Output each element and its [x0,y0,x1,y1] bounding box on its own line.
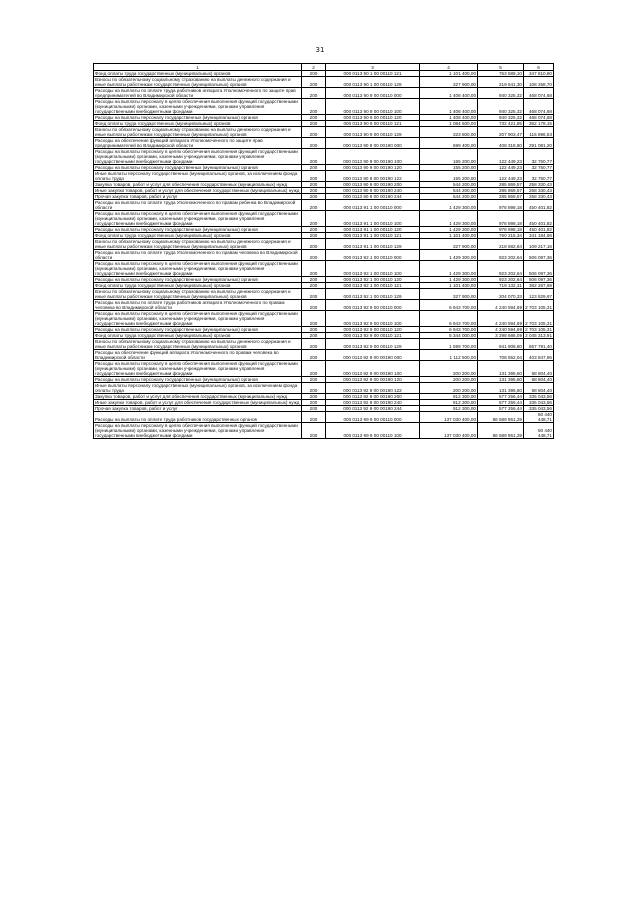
unexecuted-amount: 108 258,70 [524,77,554,88]
executed-amount: 978 898,18 [478,211,524,227]
executed-amount: 941 908,60 [478,339,524,350]
unexecuted-amount: 32 750,77 [524,165,554,171]
approved-amount: 1 429 300,00 [420,261,478,277]
budget-classification-code: 000 0113 90 9 00 00190 244 [326,194,420,200]
unexecuted-amount: 68 804,40 [524,361,554,377]
approved-amount: 155 200,00 [420,171,478,182]
budget-classification-code: 000 0113 92 9 00 00110 121 [326,333,420,339]
line-code: 200 [302,211,326,227]
budget-classification-code: 000 0113 92 1 00 00110 121 [326,283,420,289]
row-description: Расходы на обеспечение функций аппарата Уполномоченного по правам человека во Владимирской области [94,350,302,361]
budget-classification-code: 000 0113 92 1 00 00110 120 [326,277,420,283]
executed-amount: 218 682,84 [478,239,524,250]
row-description: Расходы на выплаты персоналу в целях обеспечения выполнения функций государственными (муниципальными) органами, казенными учреждениями, органами управления государственными внебюджетными фондами [94,211,302,227]
executed-amount: 923 202,64 [478,277,524,283]
table-row [94,361,554,377]
unexecuted-amount: 468 074,68 [524,88,554,99]
approved-amount: 200 200,00 [420,383,478,394]
approved-amount: 327 900,00 [420,77,478,88]
table-row [94,200,554,211]
approved-amount: 327 900,00 [420,289,478,300]
executed-amount: 207 903,47 [478,127,524,138]
row-description: Прочая закупка товаров, работ и услуг [94,406,302,412]
line-code: 200 [302,233,326,239]
executed-amount: 923 202,64 [478,261,524,277]
table-row [94,412,554,423]
approved-amount: 912 300,00 [420,406,478,412]
line-code: 200 [302,227,326,233]
approved-amount: 137 030 400,00 [420,423,478,439]
row-description: Расходы на выплаты по оплате труда работников государственных органов [94,412,302,423]
row-description: Закупка товаров, работ и услуг для обеспечения государственных (муниципальных) нужд [94,182,302,188]
budget-classification-code: 000 0113 92 1 00 00110 100 [326,261,420,277]
budget-classification-code: 000 0113 90 9 00 00190 120 [326,165,420,171]
budget-classification-code: 000 0113 90 9 00 00190 100 [326,149,420,165]
budget-classification-code: 000 0113 90 9 00 00190 200 [326,182,420,188]
approved-amount: 1 599 700,00 [420,339,478,350]
executed-amount: 285 869,57 [478,182,524,188]
line-code: 200 [302,394,326,400]
unexecuted-amount: 258 330,43 [524,188,554,194]
row-description: Взносы по обязательному социальному страхованию на выплаты денежного содержания и иные выплаты работникам государственных (муниципальных) органов [94,77,302,88]
row-description: Расходы на выплаты персоналу в целях обеспечения выполнения функций государственными (муниципальными) органами, казенными учреждениями, органами управления государственными внебюджетными фондами [94,261,302,277]
executed-amount: 577 256,44 [478,406,524,412]
table-row [94,383,554,394]
budget-classification-code: 000 0113 91 1 00 00110 120 [326,227,420,233]
row-description: Расходы на выплаты персоналу государственных (муниципальных) органов [94,115,302,121]
table-row [94,211,554,227]
budget-classification-code: 000 0113 91 1 00 00110 000 [326,200,420,211]
unexecuted-amount: 291 081,20 [524,138,554,149]
line-code: 200 [302,165,326,171]
unexecuted-amount: 50 440 448,71 [524,412,554,423]
budget-classification-code: 000 0113 92 9 00 00110 100 [326,311,420,327]
executed-amount: 122 449,23 [478,149,524,165]
budget-execution-table [93,63,554,439]
line-code: 200 [302,127,326,138]
line-code: 200 [302,182,326,188]
unexecuted-amount: 50 440 448,71 [524,423,554,439]
executed-amount: 760 215,34 [478,233,524,239]
column-number: 2 [302,64,326,71]
unexecuted-amount: 450 401,82 [524,211,554,227]
unexecuted-amount: 258 330,43 [524,194,554,200]
unexecuted-amount: 2 703 105,31 [525,327,552,332]
budget-classification-code: 000 0113 90 9 00 00110 129 [326,127,420,138]
approved-amount: 1 429 300,00 [420,211,478,227]
executed-amount: 940 325,32 [478,88,524,99]
table-row [94,339,554,350]
approved-amount: 1 429 300,00 [420,227,478,233]
executed-amount: 923 202,64 [478,250,524,261]
line-code: 200 [302,283,326,289]
executed-amount: 4 240 594,69 [478,327,524,333]
unexecuted-amount: 109 217,16 [524,239,554,250]
line-code: 200 [302,88,326,99]
row-description: Расходы на выплаты персоналу в целях обеспечения выполнения функций государственными (муниципальными) органами, казенными учреждениями, органами управления государственными внебюджетными фондами [94,423,302,439]
row-description: Закупка товаров, работ и услуг для обеспечения государственных (муниципальных) нужд [94,394,302,400]
executed-amount: 122 449,23 [478,165,524,171]
line-code: 200 [302,327,326,333]
executed-amount: 3 298 686,09 [478,333,524,339]
budget-classification-code: 000 0113 92 9 00 00190 122 [326,383,420,394]
approved-amount: 544 200,00 [420,182,478,188]
row-description: Иные закупки товаров, работ и услуг для обеспечения государственных (муниципальных) нужд [94,400,302,406]
unexecuted-amount: 657 791,40 [524,339,554,350]
unexecuted-amount: 382 267,69 [524,283,554,289]
budget-classification-code: 000 0113 92 9 00 00190 100 [326,361,420,377]
approved-amount: 1 101 400,00 [420,283,478,289]
budget-classification-code: 000 0113 92 9 00 00110 129 [326,339,420,350]
executed-amount: 732 421,85 [478,121,524,127]
unexecuted-amount: 2 703 105,31 [524,311,554,327]
approved-amount: 155 200,00 [420,165,478,171]
row-description: Расходы на обеспечение функций аппарата Уполномоченного по защите прав предпринимателей во Владимирской области [94,138,302,149]
row-description: Расходы на выплаты персоналу в целях обеспечения выполнения функций государственными (муниципальными) органами, казенными учреждениями, органами управления государственными внебюджетными фондами [94,99,302,115]
approved-amount: 6 943 700,00 [420,311,478,327]
budget-classification-code: 000 0113 91 1 00 00110 100 [326,211,420,227]
unexecuted-amount: 403 847,96 [524,350,554,361]
row-description: Взносы по обязательному социальному страхованию на выплаты денежного содержания и иные выплаты работникам государственных (муниципальных) органов [94,339,302,350]
approved-amount: 699 400,00 [420,138,478,149]
budget-classification-code: 000 0113 92 1 00 00110 129 [326,289,420,300]
column-number: 1 [94,64,302,71]
executed-amount: 719 132,31 [478,283,524,289]
line-code: 200 [302,194,326,200]
approved-amount: 1 429 300,00 [420,250,478,261]
unexecuted-amount: 2 045 313,91 [525,333,552,338]
approved-amount: 1 101 400,00 [420,71,478,77]
executed-amount: 408 318,80 [478,138,524,149]
budget-classification-code: 000 0113 91 1 00 00110 121 [326,233,420,239]
executed-amount: 131 395,60 [478,377,524,383]
line-code: 200 [302,350,326,361]
table-row [94,261,554,277]
line-code: 200 [302,339,326,350]
line-code: 200 [302,188,326,194]
approved-amount: 6 943 700,00 [420,300,478,311]
line-code: 200 [302,115,326,121]
line-code: 200 [302,138,326,149]
unexecuted-amount: 123 829,67 [524,289,554,300]
executed-amount: 940 325,32 [478,115,524,121]
row-description: Иные выплаты персоналу государственных (муниципальных) органов, за исключением фонда оплаты труда [94,383,302,394]
approved-amount: 912 300,00 [420,400,478,406]
row-description: Иные закупки товаров, работ и услуг для обеспечения государственных (муниципальных) нужд [94,188,302,194]
approved-amount: 137 030 400,00 [420,412,478,423]
column-number: 4 [420,64,478,71]
executed-amount: 285 869,57 [478,194,524,200]
column-number: 6 [524,64,554,71]
unexecuted-amount: 68 804,40 [524,383,554,394]
row-description: Фонд оплаты труда государственных (муниципальных) органов [94,333,302,339]
budget-classification-code: 000 0113 92 9 00 00190 200 [326,394,420,400]
executed-amount: 978 898,18 [478,227,524,233]
budget-classification-code: 000 0113 92 9 00 00190 240 [326,400,420,406]
row-description: Расходы на выплаты персоналу в целях обеспечения выполнения функций государственными (муниципальными) органами, казенными учреждениями, органами управления государственными внебюджетными фондами [94,311,302,327]
table-body [94,71,554,439]
table-row [94,88,554,99]
executed-amount: 753 589,10 [478,71,524,77]
approved-amount: 1 408 400,00 [420,115,478,121]
unexecuted-amount: 506 097,36 [524,250,554,261]
approved-amount: 1 101 400,00 [420,233,478,239]
row-description: Взносы по обязательному социальному страхованию на выплаты денежного содержания и иные выплаты работникам государственных (муниципальных) органов [94,127,302,138]
unexecuted-amount: 450 401,82 [524,200,554,211]
approved-amount: 1 408 400,00 [420,88,478,99]
unexecuted-amount: 468 074,68 [524,115,554,121]
row-description: Прочая закупка товаров, работ и услуг [94,194,302,200]
approved-amount: 1 084 600,00 [420,121,478,127]
table-row [94,127,554,138]
row-description: Расходы на выплаты персоналу государственных (муниципальных) органов [94,165,302,171]
executed-amount: 577 256,44 [478,394,524,400]
approved-amount: 544 200,00 [420,194,478,200]
line-code: 200 [302,261,326,277]
unexecuted-amount: 352 178,15 [524,121,554,127]
approved-amount: 155 200,00 [420,149,478,165]
budget-classification-code: 000 0113 92 9 00 00190 000 [326,350,420,361]
budget-classification-code: 000 0113 99 9 00 00110 000 [326,412,420,423]
approved-amount: 1 429 300,00 [420,277,478,283]
unexecuted-amount: 335 043,56 [524,394,554,400]
approved-amount: 5 344 000,00 [420,333,478,339]
line-code: 200 [302,239,326,250]
approved-amount: 200 200,00 [420,361,478,377]
row-description: Расходы на выплаты по оплате труда работников аппарата Уполномоченного по защите прав предпринимателей во Владимирской области [94,88,302,99]
executed-amount: 285 869,57 [478,188,524,194]
line-code: 200 [302,361,326,377]
row-description: Фонд оплаты труда государственных (муниципальных) органов [94,283,302,289]
unexecuted-amount: 341 184,66 [524,233,554,239]
line-code: 200 [302,77,326,88]
budget-classification-code: 000 0113 90 9 00 00110 000 [326,88,420,99]
row-description: Расходы на выплаты персоналу в целях обеспечения выполнения функций государственными (муниципальными) органами, казенными учреждениями, органами управления государственными внебюджетными фондами [94,361,302,377]
budget-classification-code: 000 0113 92 1 00 00110 000 [326,250,420,261]
budget-classification-code: 000 0113 90 9 00 00190 000 [326,138,420,149]
line-code: 200 [302,412,326,423]
table-row [94,423,554,439]
row-description: Расходы на выплаты по оплате труда Уполномоченного по правам ребенка во Владимирской области [94,200,302,211]
row-description: Иные выплаты персоналу государственных (муниципальных) органов, за исключением фонда оплаты труда [94,171,302,182]
row-description: Расходы на выплаты персоналу государственных (муниципальных) органов [94,227,302,233]
line-code: 200 [302,149,326,165]
unexecuted-amount: 347 810,90 [524,71,554,77]
line-code: 200 [302,300,326,311]
unexecuted-amount: 450 401,82 [524,227,554,233]
executed-amount: 708 652,04 [478,350,524,361]
budget-classification-code: 000 0113 90 9 00 00110 121 [326,121,420,127]
column-number: 3 [326,64,420,71]
budget-classification-code: 000 0113 92 9 00 00110 120 [326,327,420,333]
budget-classification-code: 000 0113 90 9 00 00110 100 [326,99,420,115]
row-description: Расходы на выплаты персоналу государственных (муниципальных) органов [94,277,302,283]
line-code: 200 [302,333,326,339]
executed-amount: 122 449,23 [478,171,524,182]
table-row [94,149,554,165]
line-code: 200 [302,277,326,283]
table-row [94,138,554,149]
unexecuted-amount: 32 750,77 [524,171,554,182]
approved-amount: 912 300,00 [420,394,478,400]
row-description: Расходы на выплаты персоналу государственных (муниципальных) органов [94,327,302,333]
row-description: Расходы на выплаты по оплате труда работников аппарата Уполномоченного по правам человека во Владимирской области [94,300,302,311]
budget-classification-code: 000 0113 99 9 00 00110 100 [326,423,420,439]
budget-classification-code: 000 0113 90 9 00 00110 120 [326,115,420,121]
table-row [94,250,554,261]
table-row [94,99,554,115]
budget-classification-code: 000 0113 92 9 00 00190 120 [326,377,420,383]
unexecuted-amount: 68 804,40 [524,377,554,383]
executed-amount: 4 240 594,69 [478,300,524,311]
line-code: 200 [302,311,326,327]
budget-classification-code: 000 0113 92 9 00 00190 244 [326,406,420,412]
line-code: 200 [302,377,326,383]
table-row [94,171,554,182]
executed-amount: 219 641,30 [478,77,524,88]
executed-amount: 204 070,33 [478,289,524,300]
unexecuted-amount: 258 330,43 [524,182,554,188]
table-row [94,239,554,250]
line-code: 200 [302,289,326,300]
row-description: Фонд оплаты труда государственных (муниципальных) органов [94,71,302,77]
row-description: Фонд оплаты труда государственных (муниципальных) органов [94,121,302,127]
executed-amount: 86 589 951,29 [478,412,524,423]
approved-amount: 544 200,00 [420,188,478,194]
row-description: Расходы на выплаты персоналу государственных (муниципальных) органов [94,377,302,383]
table-row [94,300,554,311]
executed-amount: 86 589 951,29 [478,423,524,439]
executed-amount: 940 325,32 [478,99,524,115]
executed-amount: 577 256,44 [478,400,524,406]
executed-amount: 131 395,60 [478,383,524,394]
row-description: Фонд оплаты труда государственных (муниципальных) органов [94,233,302,239]
unexecuted-amount: 468 074,68 [524,99,554,115]
line-code: 200 [302,250,326,261]
line-code: 200 [302,406,326,412]
table-row [94,311,554,327]
line-code: 200 [302,171,326,182]
approved-amount: 327 900,00 [420,239,478,250]
approved-amount: 1 408 400,00 [420,99,478,115]
line-code: 200 [302,121,326,127]
budget-classification-code: 000 0113 90 9 00 00190 122 [326,171,420,182]
column-number: 5 [478,64,524,71]
table-row [94,350,554,361]
row-description: Расходы на выплаты по оплате труда Уполномоченного по правам человека во Владимирской области [94,250,302,261]
budget-classification-code: 000 0113 92 9 00 00110 000 [326,300,420,311]
column-number-row [94,64,554,71]
unexecuted-amount: 2 703 105,31 [524,300,554,311]
budget-classification-code: 000 0113 90 1 00 00110 121 [326,71,420,77]
approved-amount: 1 112 500,00 [420,350,478,361]
approved-amount: 200 200,00 [420,377,478,383]
approved-amount: 1 429 300,00 [420,200,478,211]
unexecuted-amount: 335 043,56 [524,406,554,412]
approved-amount: 6 943 700,00 [420,327,478,333]
budget-classification-code: 000 0113 91 1 00 00110 129 [326,239,420,250]
executed-amount: 131 395,60 [478,361,524,377]
unexecuted-amount: 506 097,36 [524,261,554,277]
budget-classification-code: 000 0113 90 1 00 00110 129 [326,77,420,88]
row-description: Взносы по обязательному социальному страхованию на выплаты денежного содержания и иные выплаты работникам государственных (муниципальных) органов [94,239,302,250]
row-description: Расходы на выплаты персоналу в целях обеспечения выполнения функций государственными (муниципальными) органами, казенными учреждениями, органами управления государственными внебюджетными фондами [94,149,302,165]
line-code: 200 [302,200,326,211]
budget-classification-code: 000 0113 90 9 00 00190 240 [326,188,420,194]
line-code: 200 [302,400,326,406]
executed-amount: 978 898,18 [478,200,524,211]
executed-amount: 4 240 594,69 [478,311,524,327]
line-code: 200 [302,423,326,439]
table-row [94,289,554,300]
page-number: 31 [315,46,325,54]
line-code: 200 [302,99,326,115]
line-code: 200 [302,71,326,77]
approved-amount: 323 800,00 [420,127,478,138]
unexecuted-amount: 32 750,77 [524,149,554,165]
table-row [94,77,554,88]
unexecuted-amount: 506 097,36 [524,277,554,283]
row-description: Взносы по обязательному социальному страхованию на выплаты денежного содержания и иные выплаты работникам государственных (муниципальных) органов [94,289,302,300]
line-code: 200 [302,383,326,394]
unexecuted-amount: 115 896,53 [524,127,554,138]
unexecuted-amount: 335 043,56 [524,400,554,406]
